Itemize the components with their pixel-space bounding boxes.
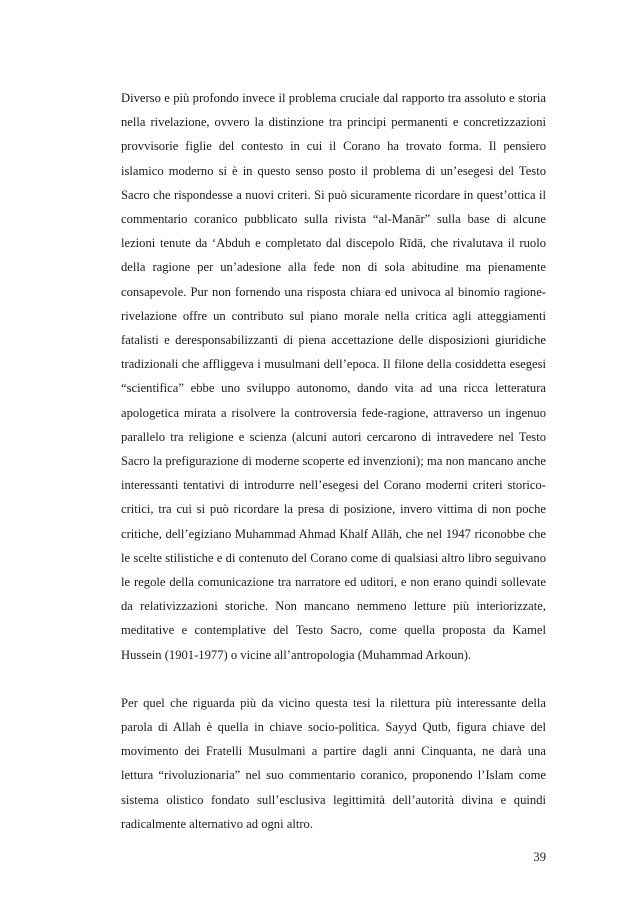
body-text [121,86,546,836]
page-number: 39 [533,850,546,864]
paragraph-2: Per quel che riguarda più da vicino questa tesi la rilettura più interessante della parola di Allah è quella in chiave socio-politica. Sayyd Qutb, figura chiave del movimento dei Fratelli Musulmani a partire dagli anni Cinquanta, ne darà una lettura “rivoluzionaria” nel suo commentario coranico, proponendo l’Islam come sistema olistico fondato sull’esclusiva legittimità dell’autorità divina e quindi radicalmente alternativo ad ogni altro. [121,695,546,831]
paragraph-1: Diverso e più profondo invece il problema cruciale dal rapporto tra assoluto e storia nella rivelazione, ovvero la distinzione tra principi permanenti e concretizzazioni provvisorie figlie del contesto in cui il Corano ha trovato forma. Il pensiero islamico moderno si è in questo senso posto il problema di un’esegesi del Testo Sacro che rispondesse a nuovi criteri. Si può sicuramente ricordare in quest’ottica il commentario coranico pubblicato sulla rivista “al-Manār” sulla base di alcune lezioni tenute da ‘Abduh e completato dal discepolo Rīdā, che rivalutava il ruolo della ragione per un’adesione alla fede non di sola abitudine ma pienamente consapevole. Pur non fornendo una risposta chiara ed univoca al binomio ragione-rivelazione offre un contributo sul piano morale nella critica agli atteggiamenti fatalisti e deresponsabilizzanti di piena accettazione delle disposizioni giuridiche tradizionali che affliggeva i musulmani dell’epoca. Il filone della cosiddetta esegesi “scientifica” ebbe uno sviluppo autonomo, dando vita ad una ricca letteratura apologetica mirata a risolvere la controversia fede-ragione, attraverso un ingenuo parallelo tra religione e scienza (alcuni autori cercarono di intravedere nel Testo Sacro la prefigurazione di moderne scoperte ed invenzioni); ma non mancano anche interessanti tentativi di introdurre nell’esegesi del Corano moderni criteri storico-critici, tra cui si può ricordare la presa di posizione, invero vittima di non poche critiche, dell’egiziano Muhammad Ahmad Khalf Allāh, che nel 1947 riconobbe che le scelte stilistiche e di contenuto del Corano come di qualsiasi altro libro seguivano le regole della comunicazione tra narratore ed uditori, e non erano quindi sollevate da relativizzazioni storiche. Non mancano nemmeno letture più interiorizzate, meditative e contemplative del Testo Sacro, come quella proposta da Kamel Hussein (1901-1977) o vicine all’antropologia (Muhammad Arkoun). [121,91,546,662]
